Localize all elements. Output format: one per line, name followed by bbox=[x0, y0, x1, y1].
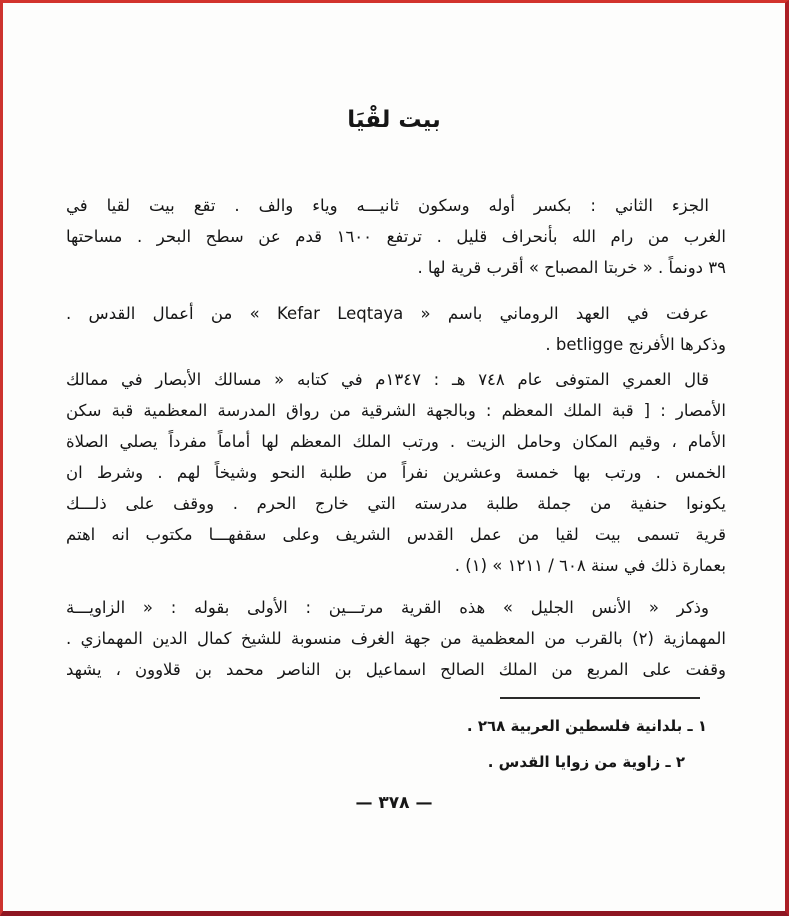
page-title: بيت لقْيَا bbox=[347, 107, 441, 133]
text-line: الأمصار : [ قبة الملك المعظم : وبالجهة الشرقية من رواق المدرسة المعظمية قبة سكن bbox=[66, 401, 726, 420]
paragraph-4 bbox=[66, 592, 726, 685]
text-line: الأمام ، وقيم المكان وحامل الزيت . ورتب الملك المعظم لها أماماً مفرداً يصلي الصلاة bbox=[66, 432, 726, 451]
text-line: ٣٩ دونماً . « خربتا المصباح » أقرب قرية لها . bbox=[417, 258, 726, 277]
text-line: عرفت في العهد الروماني باسم « Kefar Leqtaya » من أعمال القدس . bbox=[66, 304, 709, 323]
footnote-separator bbox=[500, 697, 700, 699]
footnote-2: ٢ ـ زاوية من زوايا القدس . bbox=[487, 753, 685, 771]
footnote-1: ١ ـ بلدانية فلسطين العربية ٢٦٨ . bbox=[466, 717, 707, 735]
footnotes bbox=[66, 708, 707, 780]
page-number: — ٣٧٨ — bbox=[355, 793, 433, 813]
text-line: الجزء الثاني : بكسر أوله وسكون ثانيـــه وياء والف . تقع بيت لقيا في bbox=[66, 196, 709, 215]
text-line: الخمس . ورتب بها خمسة وعشرين نفراً من طلبة النحو وشيخاً لهم . وشرط ان bbox=[66, 463, 726, 482]
paragraph-3 bbox=[66, 364, 726, 581]
text-line: يكونوا حنفية من جملة طلبة مدرسته التي خارج الحرم . ووقف على ذلـــك bbox=[66, 494, 726, 513]
paragraph-2 bbox=[66, 298, 726, 360]
paragraph-1 bbox=[66, 190, 726, 283]
text-line: المهمازية (٢) بالقرب من المعظمية من جهة الغرف منسوبة للشيخ كمال الدين المهمازي . bbox=[66, 629, 726, 648]
text-line: وذكرها الأفرنج betligge . bbox=[545, 335, 726, 354]
text-line: قرية تسمى بيت لقيا من عمل القدس الشريف وعلى سقفهـــا مكتوب انه اهتم bbox=[66, 525, 726, 544]
text-line: وقفت على المربع من الملك الصالح اسماعيل بن الناصر محمد بن قلاوون ، يشهد bbox=[66, 660, 726, 679]
text-line: الغرب من رام الله بأنحراف قليل . ترتفع ١٦٠٠ قدم عن سطح البحر . مساحتها bbox=[66, 227, 726, 246]
text-line: بعمارة ذلك في سنة ٦٠٨ / ١٢١١ » (١) . bbox=[454, 556, 726, 575]
text-line: قال العمري المتوفى عام ٧٤٨ هـ : ١٣٤٧م في كتابه « مسالك الأبصار في ممالك bbox=[66, 370, 709, 389]
text-line: وذكر « الأنس الجليل » هذه القرية مرتـــين : الأولى بقوله : « الزاويـــة bbox=[66, 598, 709, 617]
